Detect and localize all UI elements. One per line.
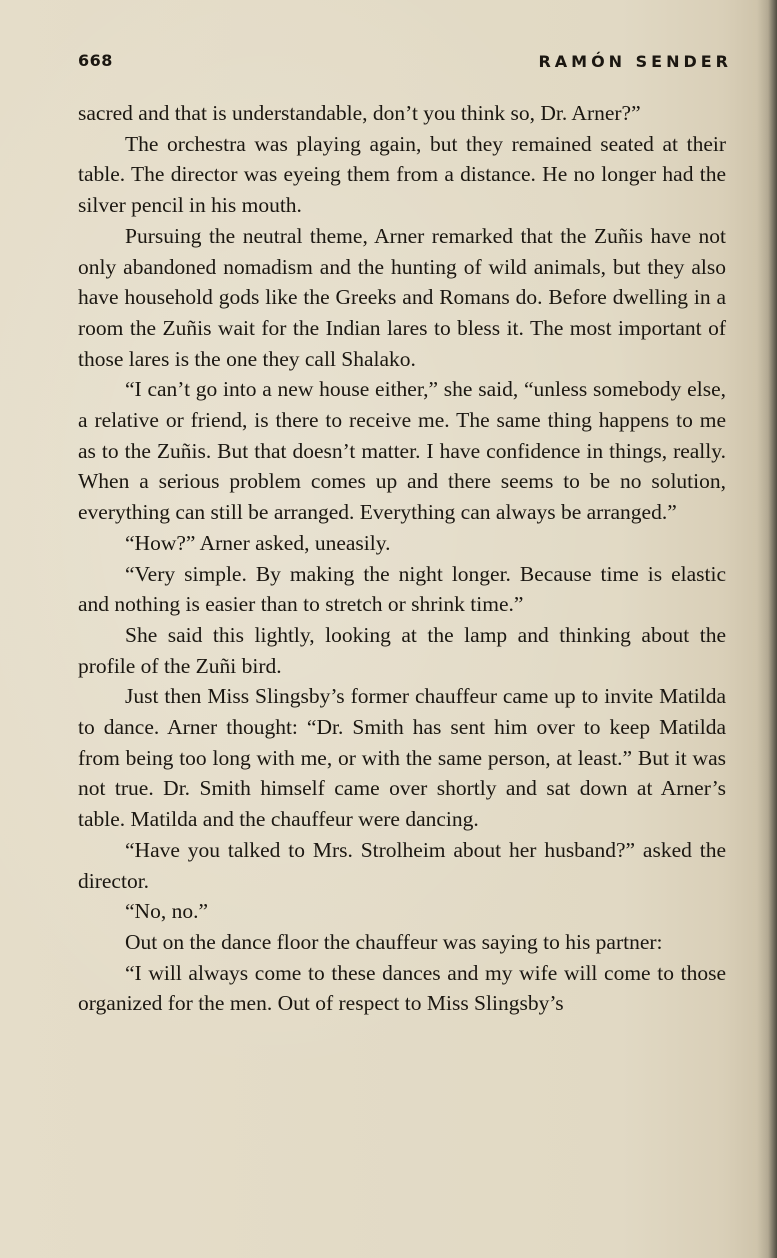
paragraph: The orchestra was playing again, but they remained seated at their table. The director was eyeing them from a distance. He no longer had the silver pencil in his mouth.: [78, 131, 726, 218]
running-title: RAMÓN SENDER: [538, 52, 732, 71]
page-edge-shadow: [757, 0, 777, 1258]
paragraph: “How?” Arner asked, uneasily.: [125, 530, 391, 555]
body-text: [78, 98, 726, 1019]
paragraph: “Very simple. By making the night longer. Because time is elastic and nothing is easier than to stretch or shrink time.”: [78, 561, 726, 617]
running-head: [78, 48, 732, 78]
paragraph: “Have you talked to Mrs. Strolheim about her husband?” asked the director.: [78, 837, 726, 893]
paragraph: Pursuing the neutral theme, Arner remarked that the Zuñis have not only abandoned nomadism and the hunting of wild animals, but they also have household gods like the Greeks and Romans do. Before dwelling in a room the Zuñis wait for the Indian lares to bless it. The most important of those lares is the one they call Shalako.: [78, 223, 726, 371]
paragraph: “I will always come to these dances and my wife will come to those organized for the men. Out of respect to Miss Slingsby’s: [78, 960, 726, 1016]
paragraph: “No, no.”: [125, 899, 208, 924]
paragraph-continued: sacred and that is understandable, don’t you think so, Dr. Arner?”: [78, 101, 641, 125]
page-number: 668: [78, 51, 113, 70]
paragraph: Out on the dance floor the chauffeur was saying to his partner:: [125, 929, 663, 954]
paragraph: Just then Miss Slingsby’s former chauffeur came up to invite Matilda to dance. Arner thought: “Dr. Smith has sent him over to keep Matilda from being too long with me, or with the same person, at least.” But it was not true. Dr. Smith himself came over shortly and sat down at Arner’s table. Matilda and the chauffeur were dancing.: [78, 684, 726, 832]
paragraph: “I can’t go into a new house either,” she said, “unless somebody else, a relative or friend, is there to receive me. The same thing happens to me as to the Zuñis. But that doesn’t matter. I have confidence in things, really. When a serious problem comes up and there seems to be no solution, everything can still be arranged. Everything can always be arranged.”: [78, 377, 726, 525]
paragraph: She said this lightly, looking at the lamp and thinking about the profile of the Zuñi bird.: [78, 622, 726, 678]
